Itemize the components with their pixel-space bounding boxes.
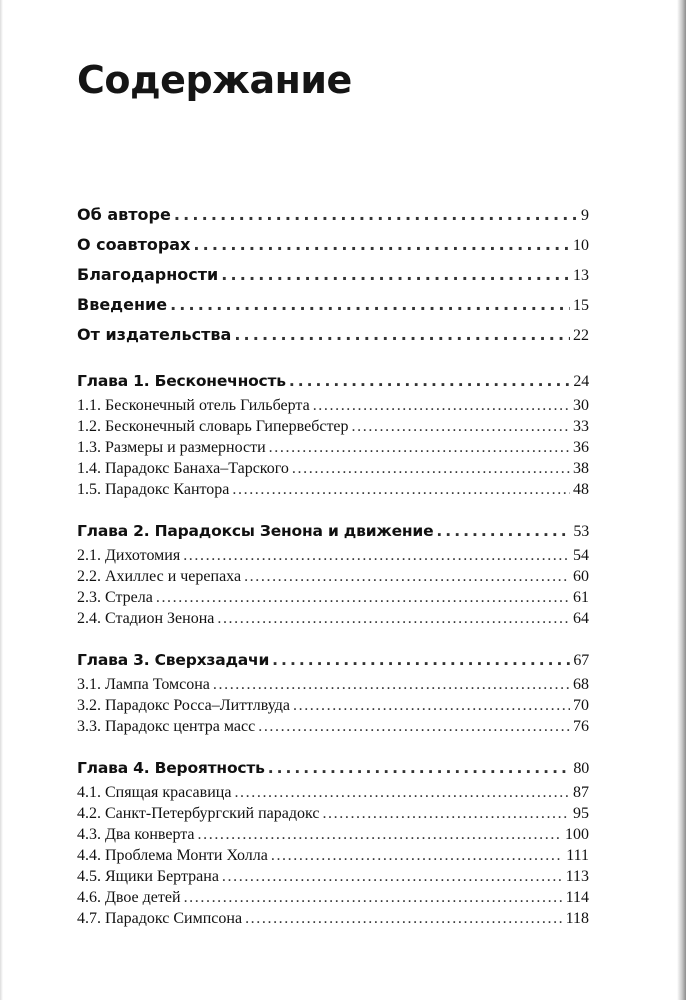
toc-section-4-6[interactable]: [77, 887, 589, 908]
leader-dots: [174, 200, 578, 230]
toc-section-2-3[interactable]: [77, 587, 589, 608]
section-page: 111: [566, 847, 589, 864]
front-matter-list: [77, 200, 589, 350]
section-page: 60: [573, 568, 589, 585]
toc-entry-introduction[interactable]: [77, 290, 589, 320]
section-page: 36: [573, 439, 589, 456]
chapter-2-group: [77, 517, 589, 629]
section-label: 2.4. Стадион Зенона: [77, 610, 215, 627]
toc-section-4-7[interactable]: [77, 908, 589, 929]
section-page: 61: [573, 589, 589, 606]
chapter-label: Глава 3. Сверхзадачи: [77, 651, 270, 669]
section-label: 4.2. Санкт-Петербургский парадокс: [77, 805, 320, 822]
section-label: 4.1. Спящая красавица: [77, 784, 232, 801]
section-page: 114: [565, 889, 589, 906]
section-page: 68: [573, 676, 589, 693]
section-page: 87: [573, 784, 589, 801]
toc-entry-label: Благодарности: [77, 265, 219, 284]
section-label: 4.7. Парадокс Симпсона: [77, 910, 243, 927]
toc-chapter-1[interactable]: [77, 367, 589, 395]
section-label: 4.6. Двое детей: [77, 889, 181, 906]
chapter-1-group: [77, 367, 589, 500]
leader-dots: [232, 479, 570, 500]
leader-dots: [234, 320, 570, 350]
toc-entry-page: 15: [573, 297, 589, 314]
table-of-contents: [77, 200, 589, 929]
section-page: 64: [573, 610, 589, 627]
leader-dots: [245, 908, 563, 929]
section-label: 4.4. Проблема Монти Холла: [77, 847, 268, 864]
leader-dots: [221, 260, 570, 290]
section-label: 3.1. Лампа Томсона: [77, 676, 210, 693]
toc-chapter-2[interactable]: [77, 517, 589, 545]
section-label: 2.2. Ахиллес и черепаха: [77, 568, 242, 585]
section-page: 30: [573, 397, 589, 414]
toc-entry-coauthors[interactable]: [77, 230, 589, 260]
chapter-page: 53: [573, 523, 589, 540]
leader-dots: [322, 803, 570, 824]
toc-section-4-1[interactable]: [77, 782, 589, 803]
toc-section-3-3[interactable]: [77, 716, 589, 737]
chapter-page: 67: [573, 652, 589, 669]
section-label: 4.5. Ящики Бертрана: [77, 868, 219, 885]
toc-entry-acknowledgements[interactable]: [77, 260, 589, 290]
chapter-label: Глава 1. Бесконечность: [77, 372, 286, 390]
chapter-label: Глава 2. Парадоксы Зенона и движение: [77, 522, 434, 540]
toc-entry-page: 9: [581, 207, 589, 224]
leader-dots: [292, 458, 570, 479]
toc-entry-about-author[interactable]: [77, 200, 589, 230]
page-title: Содержание: [77, 58, 352, 102]
section-page: 100: [565, 826, 589, 843]
chapter-page: 24: [573, 373, 589, 390]
section-page: 54: [573, 547, 589, 564]
leader-dots: [198, 824, 562, 845]
leader-dots: [170, 290, 570, 320]
leader-dots: [156, 587, 570, 608]
toc-chapter-3[interactable]: [77, 646, 589, 674]
toc-section-4-3[interactable]: [77, 824, 589, 845]
section-label: 3.2. Парадокс Росса–Литтлвуда: [77, 697, 290, 714]
leader-dots: [269, 437, 570, 458]
section-page: 48: [573, 481, 589, 498]
section-page: 38: [573, 460, 589, 477]
section-label: 1.4. Парадокс Банаха–Тарского: [77, 460, 289, 477]
toc-section-1-5[interactable]: [77, 479, 589, 500]
section-label: 2.1. Дихотомия: [77, 547, 181, 564]
leader-dots: [436, 517, 570, 545]
leader-dots: [293, 695, 570, 716]
toc-entry-label: От издательства: [77, 325, 232, 344]
leader-dots: [217, 608, 570, 629]
leader-dots: [289, 367, 570, 395]
toc-section-1-2[interactable]: [77, 416, 589, 437]
section-label: 1.2. Бесконечный словарь Гипервебстер: [77, 418, 349, 435]
toc-section-2-1[interactable]: [77, 545, 589, 566]
chapter-label: Глава 4. Вероятность: [77, 759, 265, 777]
toc-section-1-1[interactable]: [77, 395, 589, 416]
leader-dots: [244, 566, 570, 587]
toc-chapter-4[interactable]: [77, 754, 589, 782]
page-left-edge: [0, 0, 3, 1000]
section-page: 95: [573, 805, 589, 822]
leader-dots: [193, 230, 570, 260]
toc-entry-page: 13: [573, 267, 589, 284]
leader-dots: [268, 754, 571, 782]
section-page: 70: [573, 697, 589, 714]
section-label: 1.1. Бесконечный отель Гильберта: [77, 397, 310, 414]
section-label: 1.3. Размеры и размерности: [77, 439, 266, 456]
toc-entry-from-publisher[interactable]: [77, 320, 589, 350]
section-label: 4.3. Два конверта: [77, 826, 195, 843]
section-label: 2.3. Стрела: [77, 589, 153, 606]
toc-section-3-1[interactable]: [77, 674, 589, 695]
section-page: 33: [573, 418, 589, 435]
toc-section-4-5[interactable]: [77, 866, 589, 887]
section-page: 113: [565, 868, 589, 885]
toc-entry-label: Об авторе: [77, 205, 171, 224]
leader-dots: [352, 416, 570, 437]
toc-section-3-2[interactable]: [77, 695, 589, 716]
toc-section-2-2[interactable]: [77, 566, 589, 587]
leader-dots: [222, 866, 563, 887]
page-right-edge-shadow: [677, 0, 686, 1000]
chapter-page: 80: [573, 760, 589, 777]
toc-section-1-3[interactable]: [77, 437, 589, 458]
toc-section-4-2[interactable]: [77, 803, 589, 824]
chapter-3-group: [77, 646, 589, 737]
toc-section-4-4[interactable]: [77, 845, 589, 866]
leader-dots: [213, 674, 570, 695]
section-label: 3.3. Парадокс центра масс: [77, 718, 256, 735]
chapter-4-group: [77, 754, 589, 929]
leader-dots: [271, 845, 563, 866]
toc-section-2-4[interactable]: [77, 608, 589, 629]
toc-entry-label: Введение: [77, 295, 168, 314]
section-page: 76: [573, 718, 589, 735]
leader-dots: [272, 646, 570, 674]
toc-entry-page: 22: [573, 327, 589, 344]
toc-entry-page: 10: [573, 237, 589, 254]
toc-entry-label: О соавторах: [77, 235, 191, 254]
leader-dots: [234, 782, 570, 803]
section-page: 118: [565, 910, 589, 927]
leader-dots: [184, 887, 563, 908]
section-label: 1.5. Парадокс Кантора: [77, 481, 230, 498]
toc-section-1-4[interactable]: [77, 458, 589, 479]
leader-dots: [183, 545, 570, 566]
leader-dots: [313, 395, 570, 416]
leader-dots: [258, 716, 570, 737]
